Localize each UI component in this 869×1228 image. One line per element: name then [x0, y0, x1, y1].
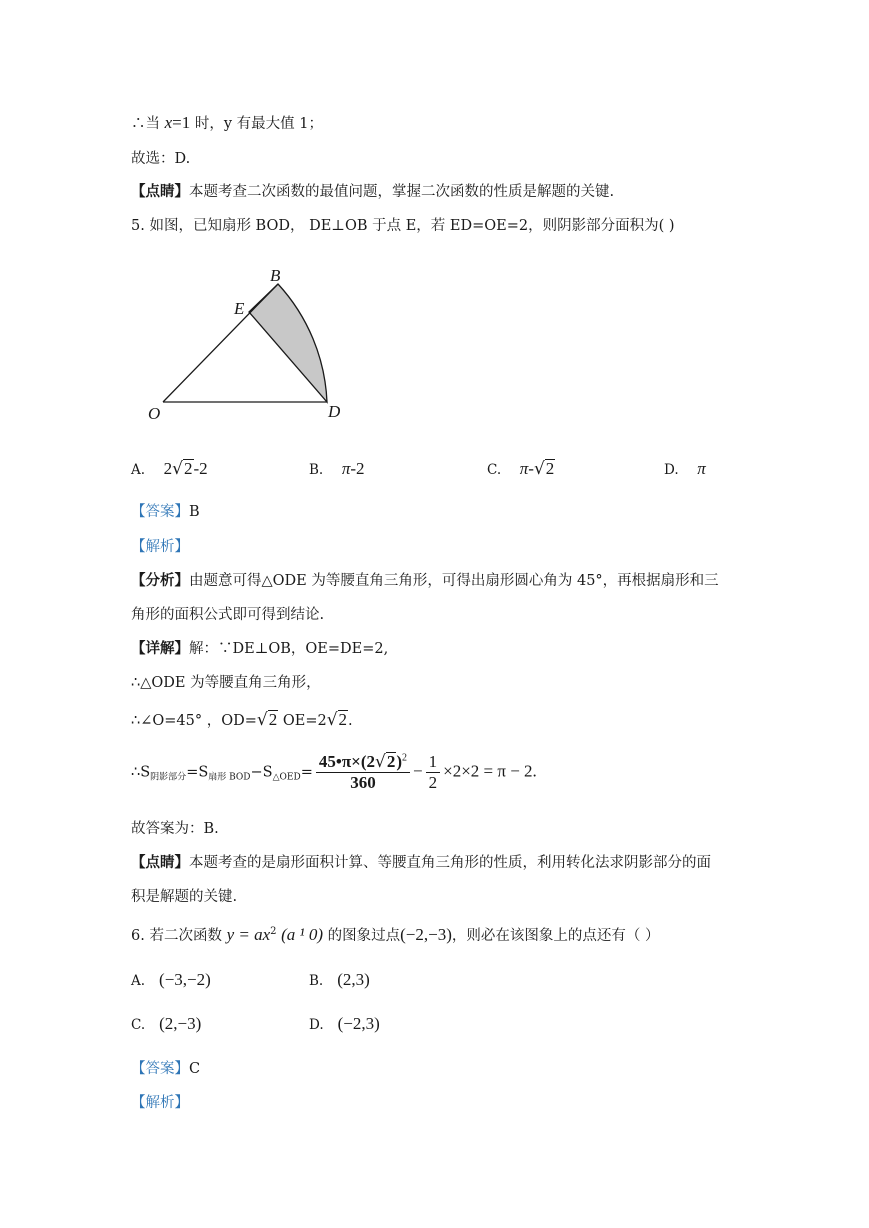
- q5-dianjing-tag: 【点睛】: [131, 854, 189, 871]
- q6-option-b-label: B.: [309, 973, 324, 989]
- q6-cond: (a ¹ 0): [281, 925, 324, 944]
- frac-num-close: ): [396, 752, 403, 771]
- dianjing-text: 本题考查二次函数的最值问题，掌握二次函数的性质是解题的关键.: [189, 184, 615, 200]
- q5-option-d: [664, 459, 706, 479]
- answer-tag: 【答案】: [131, 504, 189, 520]
- q5-option-a-label: A.: [131, 462, 146, 478]
- line1-prefix: ∴当: [131, 116, 160, 132]
- line1-eq: =1: [172, 113, 191, 132]
- xiangjie-tag: 【详解】: [131, 640, 189, 657]
- max-value-line: [131, 112, 323, 133]
- q6-func-sup: 2: [270, 926, 277, 938]
- step2-rad1: 2: [268, 710, 278, 729]
- q5-answer: [131, 500, 200, 521]
- variable-x: x: [164, 113, 173, 132]
- step2-a: ∴∠O=45° ，OD=: [131, 713, 257, 729]
- q6-func: y = ax: [226, 925, 271, 944]
- q5-option-c-pre: π-: [519, 459, 534, 478]
- question-5-stem: 5. 如图，已知扇形 BOD， DE⊥OB 于点 E，若 ED=OE=2，则阴影部分面积为( ): [131, 218, 675, 234]
- question-6-stem: [131, 924, 660, 945]
- label-b: B: [270, 266, 281, 285]
- q5-option-d-pre: π: [697, 459, 706, 478]
- q5-option-b-post: -2: [350, 459, 365, 478]
- main-fraction: $\frac{45•\pi\times(2√2)^2}{360}$: [316, 752, 410, 793]
- xiangjie-text: 解：∵DE⊥OB，OE=DE=2,: [189, 641, 389, 657]
- step2-b: OE=2: [278, 713, 327, 729]
- half-fraction: [426, 752, 441, 793]
- q5-option-b-label: B.: [309, 462, 324, 478]
- sector-figure: [140, 262, 360, 427]
- q6-option-a-value: (−3,−2): [159, 970, 211, 989]
- dianjing-line-q4: [131, 180, 614, 201]
- q6-stem-post: ，则必在该图象上的点还有（ ）: [451, 928, 660, 944]
- q5-option-b-pre: π: [341, 459, 351, 478]
- q5-option-c-label: C.: [487, 462, 502, 478]
- q5-option-b: [309, 459, 365, 479]
- fenxi-tag: 【分析】: [131, 572, 189, 589]
- q6-stem-pre: 6. 若二次函数: [131, 928, 222, 944]
- q5-dianjing-line1: [131, 851, 711, 872]
- q5-option-d-label: D.: [664, 462, 679, 478]
- q6-option-a: [131, 970, 211, 990]
- q6-answer-value: C: [189, 1061, 201, 1077]
- step3-eq: =: [300, 764, 313, 781]
- q5-option-a: A. 2√2-2: [131, 459, 208, 479]
- frac-num: 45•π×(2: [318, 752, 375, 771]
- fenxi-text-1: 由题意可得△ODE 为等腰直角三角形，可得出扇形圆心角为 45°，再根据扇形和三: [189, 573, 719, 589]
- q6-option-b-value: (2,3): [337, 970, 370, 989]
- q6-option-c-value: (2,−3): [159, 1014, 202, 1033]
- q5-step3-formula: [131, 752, 537, 793]
- step3-tail: ×2×2 = π − 2.: [443, 761, 537, 781]
- line1-suffix: 时，y 有最大值 1；: [194, 116, 323, 132]
- q6-point: (−2,−3): [400, 925, 452, 944]
- half-num: 1: [426, 752, 441, 773]
- q5-dianjing-text-1: 本题考查的是扇形面积计算、等腰直角三角形的性质，利用转化法求阴影部分的面: [189, 855, 711, 871]
- step2-c: .: [348, 713, 353, 729]
- q5-xiangjie: [131, 637, 388, 658]
- q5-option-a-pre: 2: [163, 459, 173, 478]
- step3-sub3: △OED: [272, 772, 301, 783]
- q5-option-c: C. π-√2: [487, 459, 555, 479]
- q6-analysis-heading: 【解析】: [131, 1095, 189, 1111]
- q6-answer-tag: 【答案】: [131, 1061, 189, 1077]
- step3-sub1: 阴影部分: [150, 772, 187, 783]
- q5-step1: ∴△ODE 为等腰直角三角形，: [131, 675, 321, 691]
- q5-fenxi-line2: 角形的面积公式即可得到结论.: [131, 607, 325, 623]
- step3-minus: −: [413, 761, 423, 781]
- q6-option-b: [309, 970, 370, 990]
- step3-s: ∴S: [131, 764, 151, 781]
- label-o: O: [148, 404, 161, 423]
- step2-rad2: 2: [338, 710, 348, 729]
- half-den: 2: [428, 773, 438, 792]
- step3-sub2: 扇形 BOD: [208, 772, 251, 783]
- q5-analysis-heading: 【解析】: [131, 539, 189, 555]
- frac-num-sup: 2: [402, 752, 408, 764]
- q5-dianjing-line2: 积是解题的关键.: [131, 889, 238, 905]
- q6-option-c-label: C.: [131, 1017, 146, 1033]
- choice-line: 故选：D.: [131, 151, 191, 167]
- q5-option-a-rad: 2: [184, 459, 193, 478]
- step3-mid2: −S: [250, 764, 273, 781]
- dianjing-tag: 【点睛】: [131, 183, 189, 200]
- q6-option-d-label: D.: [309, 1017, 324, 1033]
- answer-value: B: [189, 504, 200, 520]
- frac-den: 360: [350, 773, 376, 792]
- q5-conclusion: 故答案为：B.: [131, 821, 219, 837]
- q6-option-a-label: A.: [131, 973, 146, 989]
- segment-ob: [163, 284, 278, 402]
- q6-option-c: [131, 1014, 201, 1034]
- label-d: D: [328, 402, 341, 421]
- q6-answer: [131, 1057, 200, 1078]
- frac-num-rad: 2: [386, 752, 396, 771]
- q6-stem-mid: 的图象过点: [327, 928, 401, 944]
- q5-fenxi-line1: [131, 569, 719, 590]
- q6-option-d: [309, 1014, 380, 1034]
- q5-step2: ∴∠O=45° ，OD=√2 OE=2√2.: [131, 710, 353, 730]
- label-e: E: [234, 299, 245, 318]
- q5-option-c-rad: 2: [545, 459, 555, 478]
- q6-option-d-value: (−2,3): [337, 1014, 380, 1033]
- q5-option-a-post: -2: [193, 459, 208, 478]
- step3-mid1: =S: [186, 764, 209, 781]
